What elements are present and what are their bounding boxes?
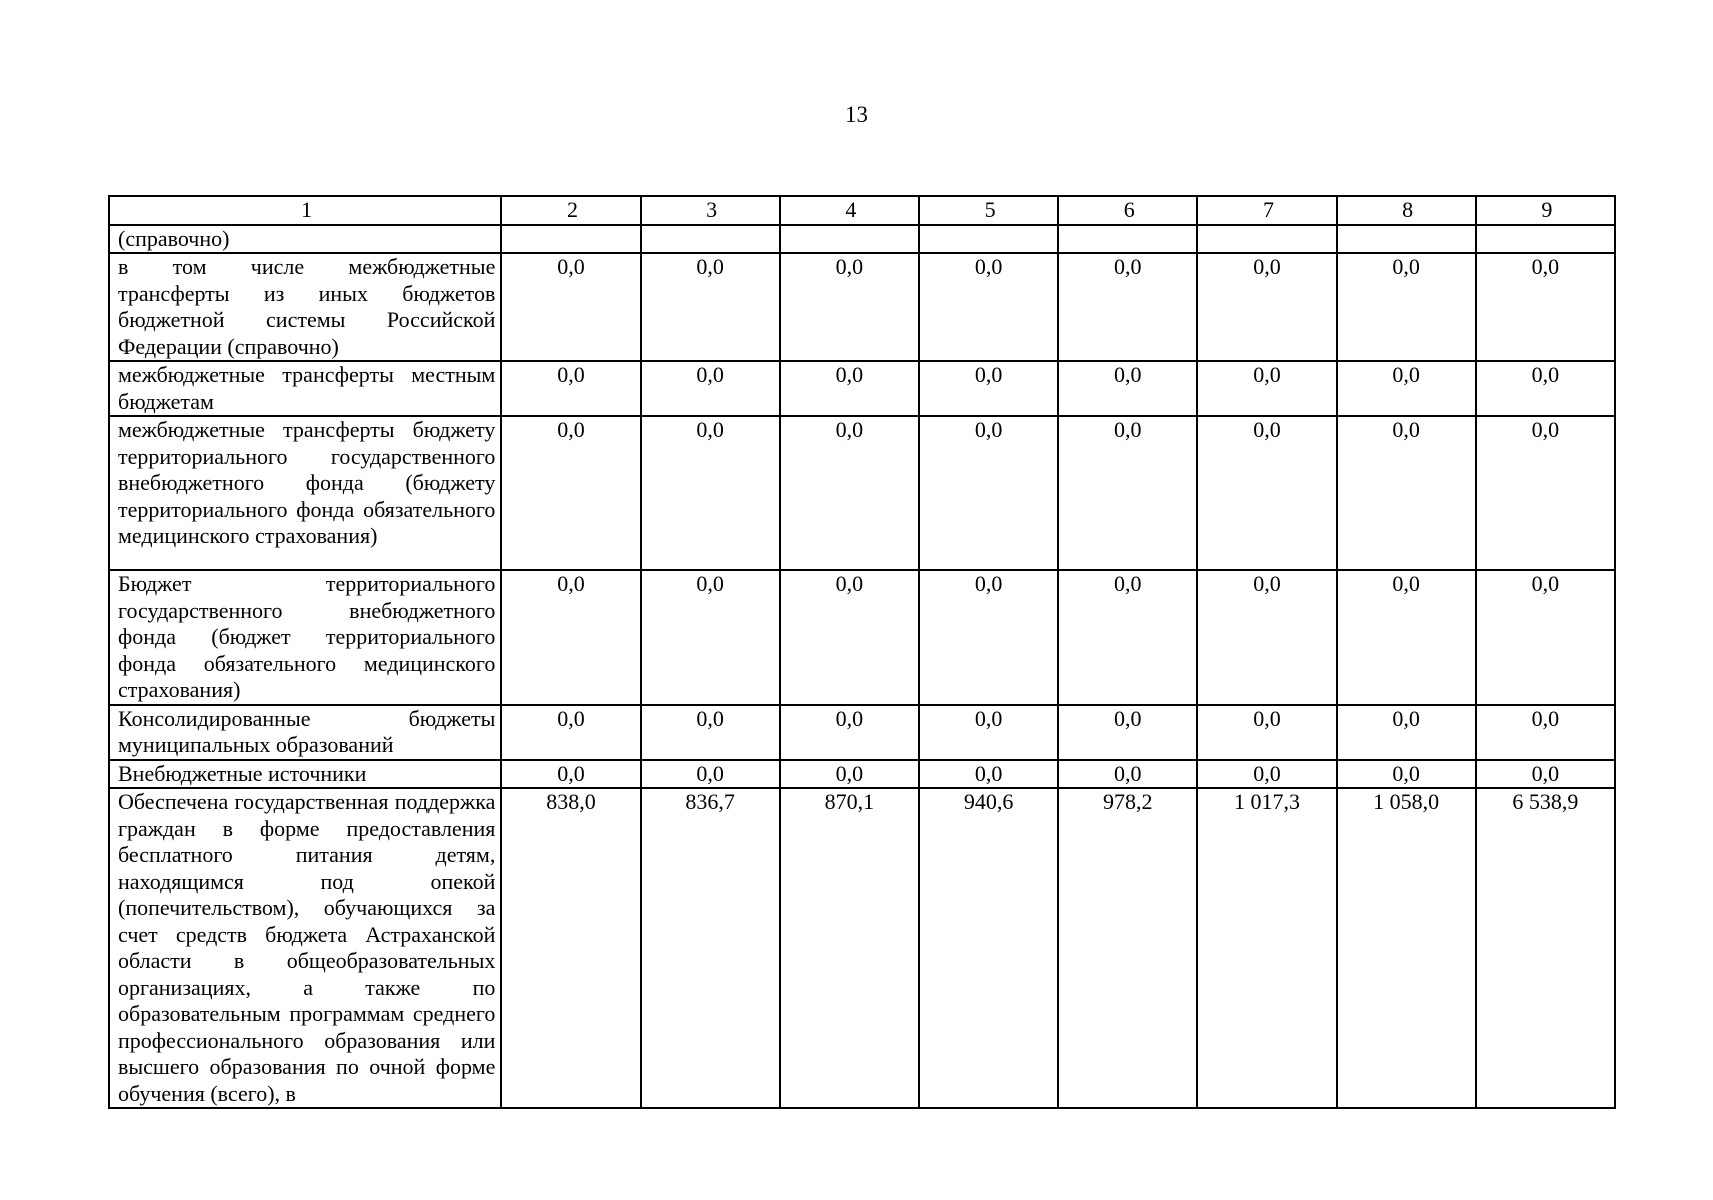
budget-table [108, 195, 1616, 1109]
table-cell: 0,0 [1337, 705, 1476, 760]
table-cell: 0,0 [1337, 760, 1476, 789]
table-cell: 0,0 [1058, 570, 1197, 705]
table-row [109, 788, 1615, 1108]
table-cell: 0,0 [1337, 361, 1476, 416]
table-cell: 836,7 [641, 788, 780, 1108]
column-header: 8 [1337, 196, 1476, 225]
table-cell: 0,0 [641, 416, 780, 570]
table-cell [780, 225, 919, 254]
table-cell: 1 017,3 [1197, 788, 1336, 1108]
table-cell: 0,0 [1197, 760, 1336, 789]
column-header: 2 [501, 196, 640, 225]
table-row [109, 225, 1615, 254]
row-label: Обеспечена государственная поддержка граждан в форме предоставления бесплатного питания детям, находящимся под опекой (попечительством), обучающихся за счет средств бюджета Астраханской области в общеобразовательных организациях, а также по образовательным программам среднего профессионального образования или высшего образования по очной форме обучения (всего), в [109, 788, 501, 1108]
table-cell: 0,0 [501, 760, 640, 789]
table-cell: 0,0 [1197, 361, 1336, 416]
column-header: 3 [641, 196, 780, 225]
table-cell: 0,0 [1058, 705, 1197, 760]
table-cell: 0,0 [919, 705, 1058, 760]
header-row [109, 196, 1615, 225]
table-cell: 0,0 [1337, 416, 1476, 570]
table-row [109, 705, 1615, 760]
table-cell: 0,0 [919, 361, 1058, 416]
table-cell [1337, 225, 1476, 254]
table-cell: 0,0 [641, 361, 780, 416]
table-row [109, 760, 1615, 789]
table-cell: 0,0 [501, 253, 640, 361]
table-cell: 0,0 [780, 253, 919, 361]
table-cell [1476, 225, 1615, 254]
table-cell: 0,0 [641, 253, 780, 361]
column-header: 1 [109, 196, 501, 225]
table-cell: 0,0 [1058, 361, 1197, 416]
table-cell [919, 225, 1058, 254]
table-cell: 0,0 [1058, 760, 1197, 789]
table-cell: 0,0 [1197, 416, 1336, 570]
table-cell: 0,0 [1337, 570, 1476, 705]
table-cell: 0,0 [1476, 760, 1615, 789]
table-cell: 0,0 [641, 705, 780, 760]
table-row [109, 361, 1615, 416]
page-number: 13 [845, 102, 868, 127]
table-cell: 0,0 [1476, 361, 1615, 416]
table-cell: 0,0 [780, 760, 919, 789]
table-row [109, 416, 1615, 570]
table-cell: 0,0 [780, 705, 919, 760]
table-cell: 0,0 [780, 416, 919, 570]
table-cell: 0,0 [1197, 705, 1336, 760]
table-cell: 0,0 [501, 705, 640, 760]
table-cell: 0,0 [641, 570, 780, 705]
row-label: Внебюджетные источники [109, 760, 501, 789]
table-cell: 0,0 [501, 361, 640, 416]
table-cell: 870,1 [780, 788, 919, 1108]
table-cell: 0,0 [1058, 253, 1197, 361]
row-label: (справочно) [109, 225, 501, 254]
row-label: Консолидированные бюджеты муниципальных образований [109, 705, 501, 760]
table-cell [641, 225, 780, 254]
table-cell: 0,0 [1476, 570, 1615, 705]
column-header: 9 [1476, 196, 1615, 225]
column-header: 4 [780, 196, 919, 225]
row-label: в том числе межбюджетные трансферты из иных бюджетов бюджетной системы Российской Федерации (справочно) [109, 253, 501, 361]
table-cell: 0,0 [919, 253, 1058, 361]
table-cell: 0,0 [1197, 570, 1336, 705]
row-label: Бюджет территориального государственного внебюджетного фонда (бюджет территориального фонда обязательного медицинского страхования) [109, 570, 501, 705]
table-row [109, 570, 1615, 705]
row-label: межбюджетные трансферты бюджету территориального государственного внебюджетного фонда (бюджету территориального фонда обязательного медицинского страхования) [109, 416, 501, 570]
table-cell: 0,0 [641, 760, 780, 789]
row-label: межбюджетные трансферты местным бюджетам [109, 361, 501, 416]
table-cell: 0,0 [501, 570, 640, 705]
table-row [109, 253, 1615, 361]
table-cell: 838,0 [501, 788, 640, 1108]
table-cell: 940,6 [919, 788, 1058, 1108]
column-header: 6 [1058, 196, 1197, 225]
table-cell [501, 225, 640, 254]
table-cell: 0,0 [1476, 705, 1615, 760]
table-cell: 978,2 [1058, 788, 1197, 1108]
table-cell: 0,0 [1058, 416, 1197, 570]
table-cell: 0,0 [1476, 416, 1615, 570]
table-cell: 0,0 [780, 570, 919, 705]
column-header: 7 [1197, 196, 1336, 225]
table-cell: 0,0 [919, 416, 1058, 570]
table-cell: 6 538,9 [1476, 788, 1615, 1108]
table-cell: 0,0 [780, 361, 919, 416]
column-header: 5 [919, 196, 1058, 225]
table-cell [1058, 225, 1197, 254]
table-cell: 1 058,0 [1337, 788, 1476, 1108]
table-cell: 0,0 [501, 416, 640, 570]
table-cell: 0,0 [1197, 253, 1336, 361]
table-cell [1197, 225, 1336, 254]
table-cell: 0,0 [919, 760, 1058, 789]
table-cell: 0,0 [919, 570, 1058, 705]
table-cell: 0,0 [1337, 253, 1476, 361]
table-cell: 0,0 [1476, 253, 1615, 361]
